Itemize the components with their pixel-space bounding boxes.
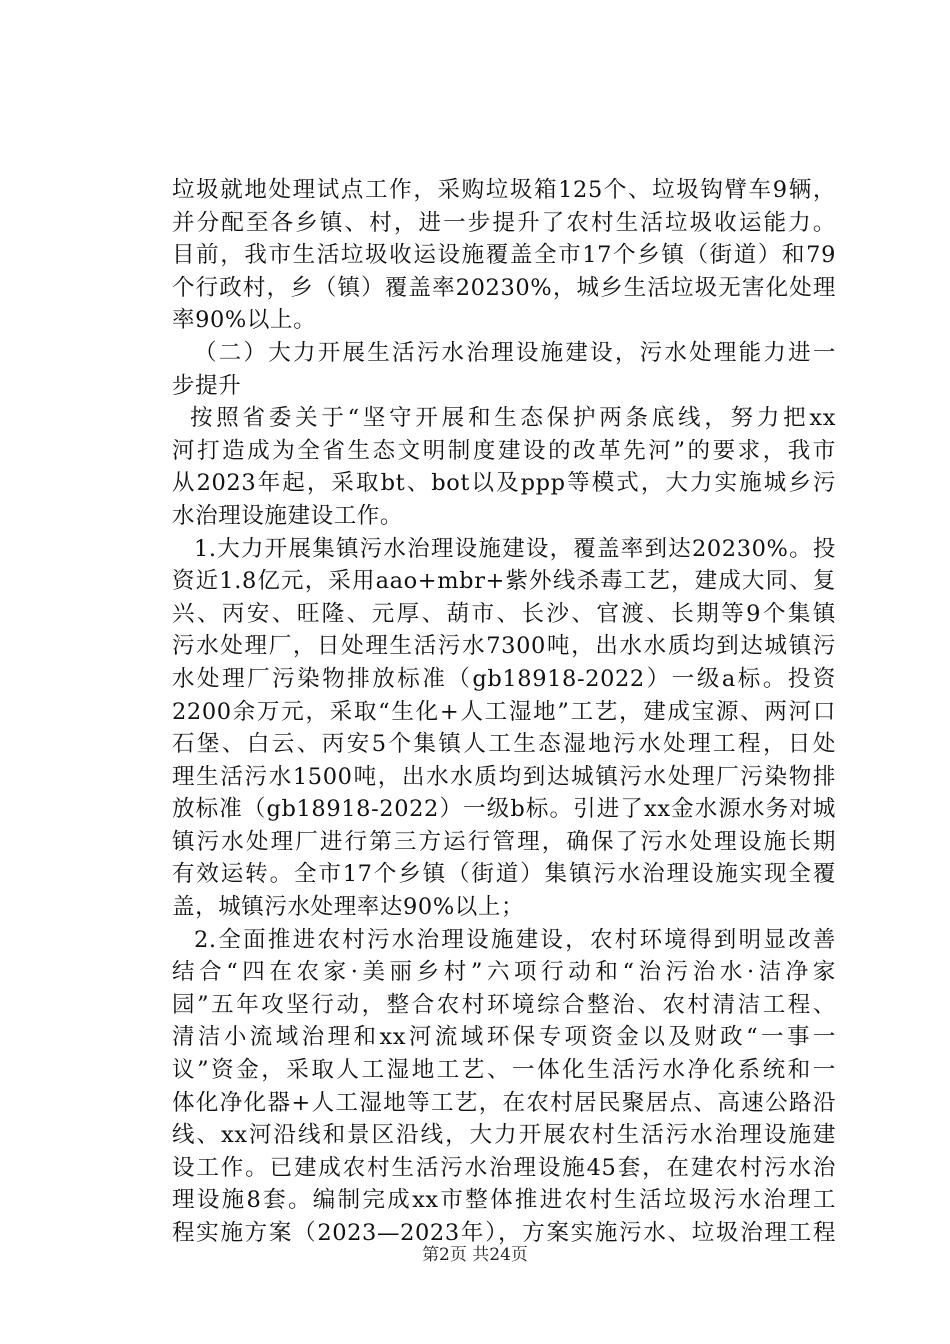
text-line: 垃圾就地处理试点工作，采购垃圾箱125个、垃圾钩臂车9辆，: [172, 177, 836, 203]
text-line: 议”资金，采取人工湿地工艺、一体化生活污水净化系统和一: [172, 1057, 836, 1084]
text-line: 清洁小流域治理和xx河流域环保专项资金以及财政“一事一: [172, 1024, 836, 1051]
text-line: 结合“四在农家·美丽乡村”六项行动和“治污治水·洁净家: [172, 959, 836, 986]
text-line: 率90%以上。: [172, 307, 317, 334]
text-line: 有效运转。全市17个乡镇（街道）集镇污水治理设施实现全覆: [172, 861, 836, 888]
text-line: 1.大力开展集镇污水治理设施建设，覆盖率到达20230%。投: [194, 535, 836, 562]
text-line: 线、xx河沿线和景区沿线，大力开展农村生活污水治理设施建: [172, 1122, 836, 1149]
text-line: 按照省委关于“坚守开展和生态保护两条底线，努力把xx: [190, 405, 836, 432]
text-line: 盖，城镇污水处理率达90%以上；: [172, 894, 525, 921]
text-line: 放标准（gb18918-2022）一级b标。引进了xx金水源水务对城: [172, 796, 836, 823]
text-line: 个行政村，乡（镇）覆盖率20230%，城乡生活垃圾无害化处理: [172, 274, 836, 301]
text-line: 污水处理厂，日处理生活污水7300吨，出水水质均到达城镇污: [172, 633, 836, 660]
text-line: 理生活污水1500吨，出水水质均到达城镇污水处理厂污染物排: [172, 763, 836, 790]
text-line: 水治理设施建设工作。: [172, 502, 404, 529]
text-line: 从2023年起，采取bt、bot以及ppp等模式，大力实施城乡污: [172, 470, 836, 497]
text-line: 设工作。已建成农村生活污水治理设施45套，在建农村污水治: [172, 1154, 836, 1181]
page-number-footer: 第2页 共24页: [422, 1245, 528, 1265]
document-body: [172, 174, 836, 1250]
text-line: 水处理厂污染物排放标准（gb18918-2022）一级a标。投资: [172, 665, 836, 692]
section-heading-line: 步提升: [172, 372, 242, 399]
text-line: 理设施8套。编制完成xx市整体推进农村生活垃圾污水治理工: [172, 1187, 836, 1214]
text-line: 园”五年攻坚行动，整合农村环境综合整治、农村清洁工程、: [172, 991, 836, 1018]
text-line: 体化净化器+人工湿地等工艺，在农村居民聚居点、高速公路沿: [172, 1089, 836, 1116]
text-line: 程实施方案（2023—2023年），方案实施污水、垃圾治理工程: [172, 1220, 836, 1246]
text-line: 河打造成为全省生态文明制度建设的改革先河”的要求，我市: [172, 437, 836, 464]
text-line: 镇污水处理厂进行第三方运行管理，确保了污水处理设施长期: [172, 828, 836, 855]
text-line: 兴、丙安、旺隆、元厚、葫市、长沙、官渡、长期等9个集镇: [172, 600, 836, 627]
text-line: 石堡、白云、丙安5个集镇人工生态湿地污水处理工程，日处: [172, 731, 836, 758]
text-line: 目前，我市生活垃圾收运设施覆盖全市17个乡镇（街道）和79: [172, 242, 836, 269]
text-line: 资近1.8亿元，采用aao+mbr+紫外线杀毒工艺，建成大同、复: [172, 568, 836, 595]
text-line: 2.全面推进农村污水治理设施建设，农村环境得到明显改善: [194, 926, 836, 953]
section-heading-line: （二）大力开展生活污水治理设施建设，污水处理能力进一: [194, 339, 836, 366]
text-line: 2200余万元，采取“生化+人工湿地”工艺，建成宝源、两河口: [172, 698, 836, 725]
text-line: 并分配至各乡镇、村，进一步提升了农村生活垃圾收运能力。: [172, 209, 836, 236]
